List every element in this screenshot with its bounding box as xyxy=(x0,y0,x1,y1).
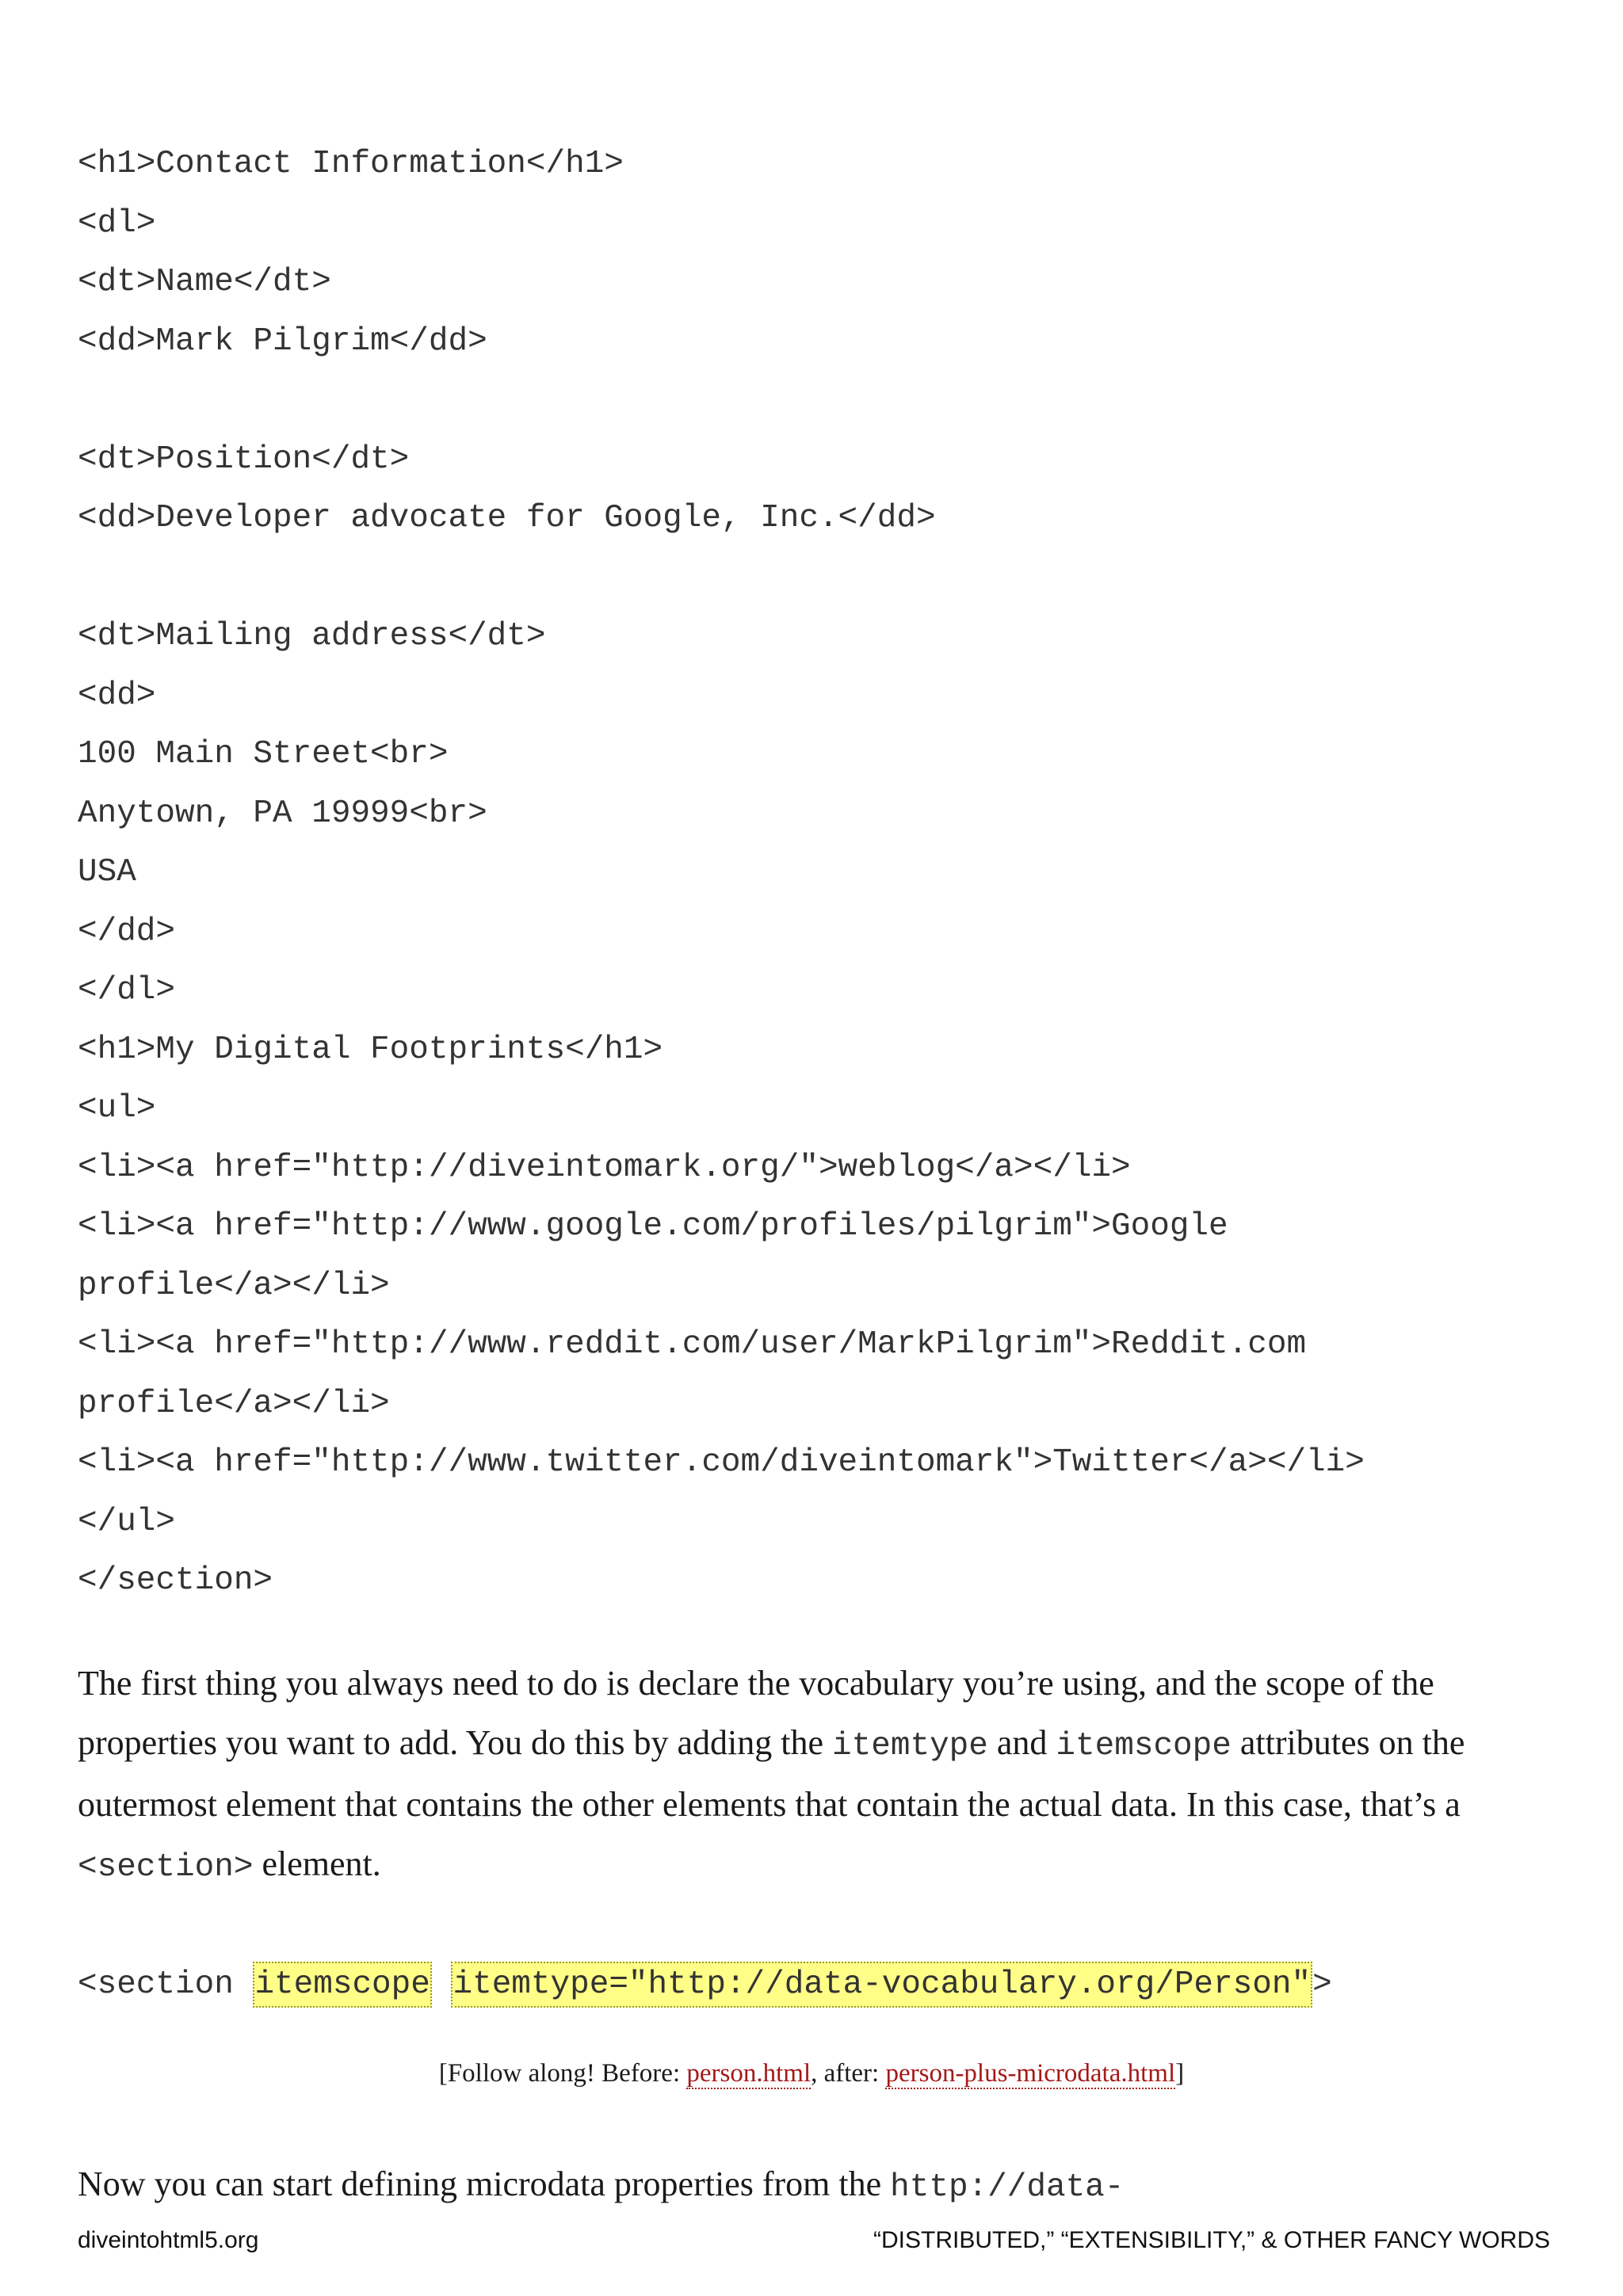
code-line: <dd> xyxy=(78,677,156,714)
code-line: <li><a href="http://www.google.com/profiles/pilgrim">Google xyxy=(78,1208,1228,1245)
code-line: </section> xyxy=(78,1562,273,1599)
follow-along-note xyxy=(0,2054,1623,2093)
before-link[interactable]: person.html xyxy=(686,2059,812,2088)
code-line: <li><a href="http://www.twitter.com/diveintomark">Twitter</a></li> xyxy=(78,1444,1365,1481)
code-line: <ul> xyxy=(78,1090,156,1127)
code-line: <h1>Contact Information</h1> xyxy=(78,146,624,182)
code-line: <li><a href="http://diveintomark.org/">weblog</a></li> xyxy=(78,1149,1131,1186)
follow-middle: , after: xyxy=(811,2059,886,2088)
code-line: <dd>Mark Pilgrim</dd> xyxy=(78,322,487,360)
paragraph-text-1: The first thing you always need to do is declare the vocabulary you’re using, and the scope of the properties you want to add. You do this by adding the xyxy=(78,1664,1434,1762)
section-snippet xyxy=(78,1955,1332,2014)
highlight-itemscope: itemscope xyxy=(253,1962,431,2008)
code-line: profile</a></li> xyxy=(78,1267,390,1304)
paragraph-text-4: element. xyxy=(253,1844,381,1883)
code-section: <section> xyxy=(78,1848,254,1886)
follow-prefix: [Follow along! Before: xyxy=(438,2059,687,2088)
code-line xyxy=(78,548,1365,608)
code-line: <dt>Mailing address</dt> xyxy=(78,618,546,654)
footer-chapter-title: “DISTRIBUTED,” “EXTENSIBILITY,” & OTHER FANCY WORDS xyxy=(873,2227,1550,2253)
code-line: Anytown, PA 19999<br> xyxy=(78,795,487,832)
code-line: <dl> xyxy=(78,204,156,242)
code-line: <h1>My Digital Footprints</h1> xyxy=(78,1031,663,1068)
code-line: USA xyxy=(78,854,136,891)
body-paragraph-2 xyxy=(78,2155,1552,2218)
footer-site: diveintohtml5.org xyxy=(78,2227,259,2253)
code-line: </ul> xyxy=(78,1503,176,1540)
code-line: 100 Main Street<br> xyxy=(78,736,449,772)
code-line: </dd> xyxy=(78,913,176,950)
snippet-suffix: > xyxy=(1312,1966,1332,2003)
code-line: <dt>Name</dt> xyxy=(78,264,331,300)
snippet-space xyxy=(432,1966,452,2003)
code-listing xyxy=(78,135,1365,1611)
highlight-itemtype: itemtype="http://data-vocabulary.org/Person" xyxy=(451,1962,1312,2008)
code-line: <dt>Position</dt> xyxy=(78,441,410,478)
code-line: </dl> xyxy=(78,972,176,1009)
snippet-prefix: <section xyxy=(78,1966,254,2003)
code-line xyxy=(78,371,1365,430)
follow-suffix: ] xyxy=(1175,2059,1185,2088)
code-itemtype: itemtype xyxy=(832,1727,988,1764)
paragraph2-text: Now you can start defining microdata properties from the xyxy=(78,2164,891,2203)
paragraph-text-3: attributes on the outermost element that contains the other elements that contain the actual data. In this case, that’s a xyxy=(78,1722,1465,1824)
code-line: profile</a></li> xyxy=(78,1385,390,1422)
paragraph-text-2: and xyxy=(987,1722,1056,1762)
code-line: <dd>Developer advocate for Google, Inc.</dd> xyxy=(78,500,936,536)
code-line: <li><a href="http://www.reddit.com/user/MarkPilgrim">Reddit.com xyxy=(78,1326,1307,1363)
paragraph2-code: http://data- xyxy=(890,2169,1125,2206)
body-paragraph xyxy=(78,1654,1552,1897)
code-itemscope: itemscope xyxy=(1056,1727,1232,1764)
after-link[interactable]: person-plus-microdata.html xyxy=(885,2059,1176,2088)
